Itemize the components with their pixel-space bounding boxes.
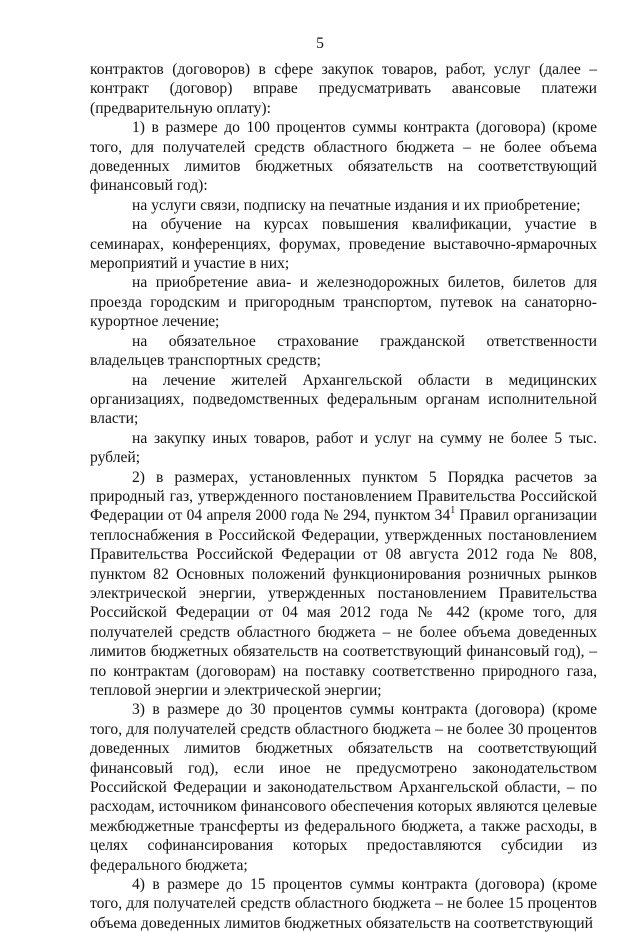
paragraph-intro: контрактов (договоров) в сфере закупок товаров, работ, услуг (далее – контракт (договор) вправе предусматривать авансовые платежи (предварительную оплату):	[90, 61, 597, 117]
paragraph-item-3: 3) в размере до 30 процентов суммы контракта (договора) (кроме того, для получателей средств областного бюджета – не более 30 процентов доведенных лимитов бюджетных обязательств на соответствующий финансовый год), если иное не предусмотрено законодательством Российской Федерации и законодательством Архангельской области, – по расходам, источником финансового обеспечения которых являются целевые межбюджетные трансферты из федерального бюджета, а также расходы, в целях софинансирования которых предоставляются субсидии из федерального бюджета;	[90, 701, 597, 874]
paragraph-purchase: на закупку иных товаров, работ и услуг на сумму не более 5 тыс. рублей;	[90, 429, 597, 467]
paragraph-insurance: на обязательное страхование гражданской ответственности владельцев транспортных средств;	[90, 332, 597, 370]
paragraph-training: на обучение на курсах повышения квалификации, участие в семинарах, конференциях, форумах, проведение выставочно-ярмарочных мероприятий и участие в них;	[90, 216, 597, 273]
paragraph-tickets: на приобретение авиа- и железнодорожных билетов, билетов для проезда городским и пригородным транспортом, путевок на санаторно-курортное лечение;	[90, 274, 597, 331]
item-2-text-before: 2) в размерах, установленных пунктом 5 Порядка расчетов за природный газ, утвержденного постановлением Правительства Российской Федерации от 04 апреля 2000 года № 294, пунктом 34	[90, 468, 597, 525]
paragraph-item-2	[90, 468, 597, 701]
page-number: 5	[316, 35, 324, 52]
item-2-text-after: Правил организации теплоснабжения в Российской Федерации, утвержденных постановлением Правительства Российской Федерации от 08 августа 2012 года № 808, пунктом 82 Основных положений функционирования розничных рынков электрической энергии, утвержденных постановлением Правительства Российской Федерации от 04 мая 2012 года № 442 (кроме того, для получателей средств областного бюджета – не более объема доведенных лимитов бюджетных обязательств на соответствующий финансовый год), – по контрактам (договорам) на поставку соответственно природного газа, тепловой энергии и электрической энергии;	[90, 507, 597, 699]
document-body	[90, 60, 597, 933]
paragraph-communication: на услуги связи, подписку на печатные издания и их приобретение;	[132, 196, 581, 214]
paragraph-treatment: на лечение жителей Архангельской области в медицинских организациях, подведомственных федеральным органам исполнительной власти;	[90, 371, 597, 428]
paragraph-item-1: 1) в размере до 100 процентов суммы контракта (договора) (кроме того, для получателей средств областного бюджета – не более объема доведенных лимитов бюджетных обязательств на соответствующий финансовый год):	[90, 119, 597, 195]
paragraph-item-4: 4) в размере до 15 процентов суммы контракта (договора) (кроме того, для получателей средств областного бюджета – не более 15 процентов объема доведенных лимитов бюджетных обязательств на соответствующий	[90, 876, 597, 932]
item-2-superscript: 1	[450, 505, 456, 517]
